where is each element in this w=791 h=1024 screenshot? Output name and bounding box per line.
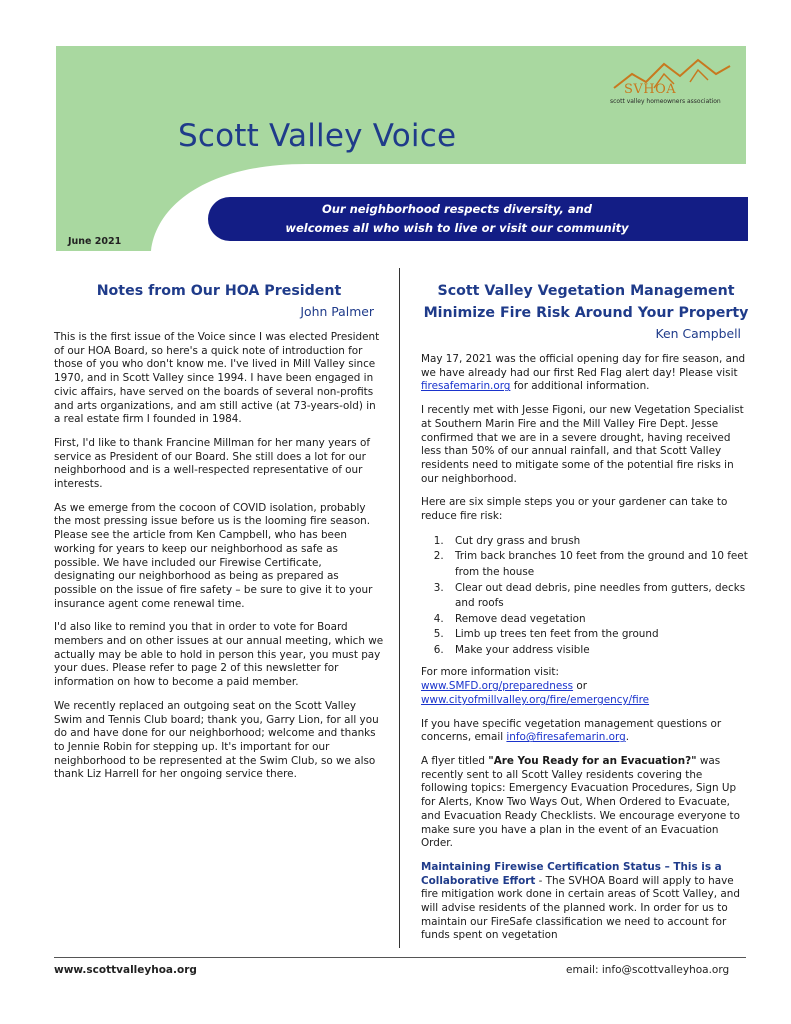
- firesafemarin-link[interactable]: firesafemarin.org: [421, 380, 511, 393]
- article-paragraph: Maintaining Firewise Certification Status – This is a Collaborative Effort - The SVHOA Board will apply to have fire mitigation work done in certain areas of Scott Valley, and will advise residents of the planned work. In order for us to maintain our FireSafe classification we need to account for funds spent on vegetation: [421, 860, 740, 942]
- list-item: 1. Cut dry grass and brush: [447, 534, 751, 550]
- list-item: 4. Remove dead vegetation: [447, 612, 751, 628]
- list-item: 3. Clear out dead debris, pine needles from gutters, decks and roofs: [447, 581, 751, 612]
- flyer-title: "Are You Ready for an Evacuation?": [488, 755, 697, 767]
- list-item: 6. Make your address visible: [447, 643, 751, 659]
- vegetation-article-author: Ken Campbell: [655, 326, 741, 341]
- motto-text: [208, 200, 666, 238]
- article-paragraph: We recently replaced an outgoing seat on the Scott Valley Swim and Tennis Club board; thank you, Garry Lion, for all you do and have done for our neighborhood; welcome and thanks to Jennie Robin for stepping up. It's important for our neighborhood to be represented at the Swim Club, so we also thank Liz Harrell for her ongoing service there.: [54, 699, 379, 781]
- vegetation-article-heading-2: Minimize Fire Risk Around Your Property: [423, 305, 749, 321]
- fire-risk-steps-list: [421, 534, 751, 659]
- list-item: 2. Trim back branches 10 feet from the ground and 10 feet from the house: [447, 549, 751, 580]
- vegetation-article: [421, 280, 751, 953]
- article-paragraph: This is the first issue of the Voice since I was elected President of our HOA Board, so here's a quick note of introduction for those of you who don't know me. I've lived in Mill Valley since 1970, and in Scott Valley since 1994. I have been engaged in civic affairs, have served on the boards of several non-profits and arts organizations, and am still active (at 73-years-old) in a real estate firm I founded in 1984.: [54, 331, 380, 426]
- motto-line-1: Our neighborhood respects diversity, and: [321, 202, 593, 216]
- article-paragraph: I'd also like to remind you that in order to vote for Board members and on other issues at our annual meeting, which we actually may be able to hold in person this year, you must pay your dues. Please refer to page 2 of this newsletter for information on how to become a paid member.: [54, 621, 384, 689]
- list-item: 5. Limb up trees ten feet from the ground: [447, 627, 751, 643]
- svhoa-logo: [606, 52, 736, 112]
- logo-wordmark: SVHOA: [624, 82, 677, 97]
- president-article-author: John Palmer: [300, 304, 374, 319]
- millvalley-fire-link[interactable]: www.cityofmillvalley.org/fire/emergency/fire: [421, 693, 650, 706]
- firesafemarin-email-link[interactable]: info@firesafemarin.org: [506, 731, 626, 744]
- footer-website: www.scottvalleyhoa.org: [54, 964, 197, 976]
- smfd-preparedness-link[interactable]: www.SMFD.org/preparedness: [421, 680, 574, 693]
- newsletter-title: Scott Valley Voice: [178, 118, 457, 154]
- column-divider: [399, 268, 400, 948]
- president-article: [54, 280, 384, 792]
- article-paragraph: May 17, 2021 was the official opening day for fire season, and we have already had our first Red Flag alert day! Please visit firesafemarin.org for additional information.: [421, 353, 746, 393]
- vegetation-article-heading-1: Scott Valley Vegetation Management: [437, 283, 735, 299]
- president-article-heading: Notes from Our HOA President: [96, 283, 342, 299]
- article-paragraph: As we emerge from the cocoon of COVID isolation, probably the most pressing issue before us is the looming fire season. Please see the article from Ken Campbell, who has been working for years to keep our neighborhood as safe as possible. We have included our Firewise Certificate, designating our neighborhood as being as prepared as possible on the issue of fire safety – be sure to give it to your insurance agent come renewal time.: [54, 501, 373, 610]
- motto-line-2: welcomes all who wish to live or visit our community: [285, 221, 629, 235]
- motto-banner: [208, 197, 748, 241]
- article-paragraph: If you have specific vegetation management questions or concerns, email info@firesafemarin.org.: [421, 717, 722, 744]
- firewise-subheading: Maintaining Firewise Certification Status – This is a Collaborative Effort: [421, 860, 722, 887]
- logo-tagline: scott valley homeowners association: [610, 98, 721, 105]
- article-paragraph: A flyer titled "Are You Ready for an Evacuation?" was recently sent to all Scott Valley residents covering the following topics: Emergency Evacuation Procedures, Sign Up for Alerts, Know Two Ways Out, When Ordered to Evacuate, and Evacuation Ready Checklists. We encourage everyone to make sure you have a plan in the event of an Evacuation Order.: [421, 755, 740, 850]
- article-paragraph: Here are six simple steps you or your gardener can take to reduce fire risk:: [421, 496, 728, 523]
- article-paragraph: First, I'd like to thank Francine Millman for her many years of service as President of our Board. She still does a lot for our neighborhood and is a well-respected representative of our interests.: [54, 436, 370, 491]
- article-paragraph: I recently met with Jesse Figoni, our new Vegetation Specialist at Southern Marin Fire and the Mill Valley Fire Dept. Jesse confirmed that we are in a severe drought, having received less than 50% of our annual rainfall, and that Scott Valley residents need to mitigate some of the potential fire risks in our neighborhood.: [421, 404, 744, 485]
- more-info-paragraph: For more information visit: www.SMFD.org/preparedness or www.cityofmillvalley.org/fire/emergency/fire: [421, 666, 650, 706]
- footer-rule: [54, 957, 746, 958]
- footer-email: email: info@scottvalleyhoa.org: [566, 964, 730, 976]
- issue-date: June 2021: [68, 236, 122, 247]
